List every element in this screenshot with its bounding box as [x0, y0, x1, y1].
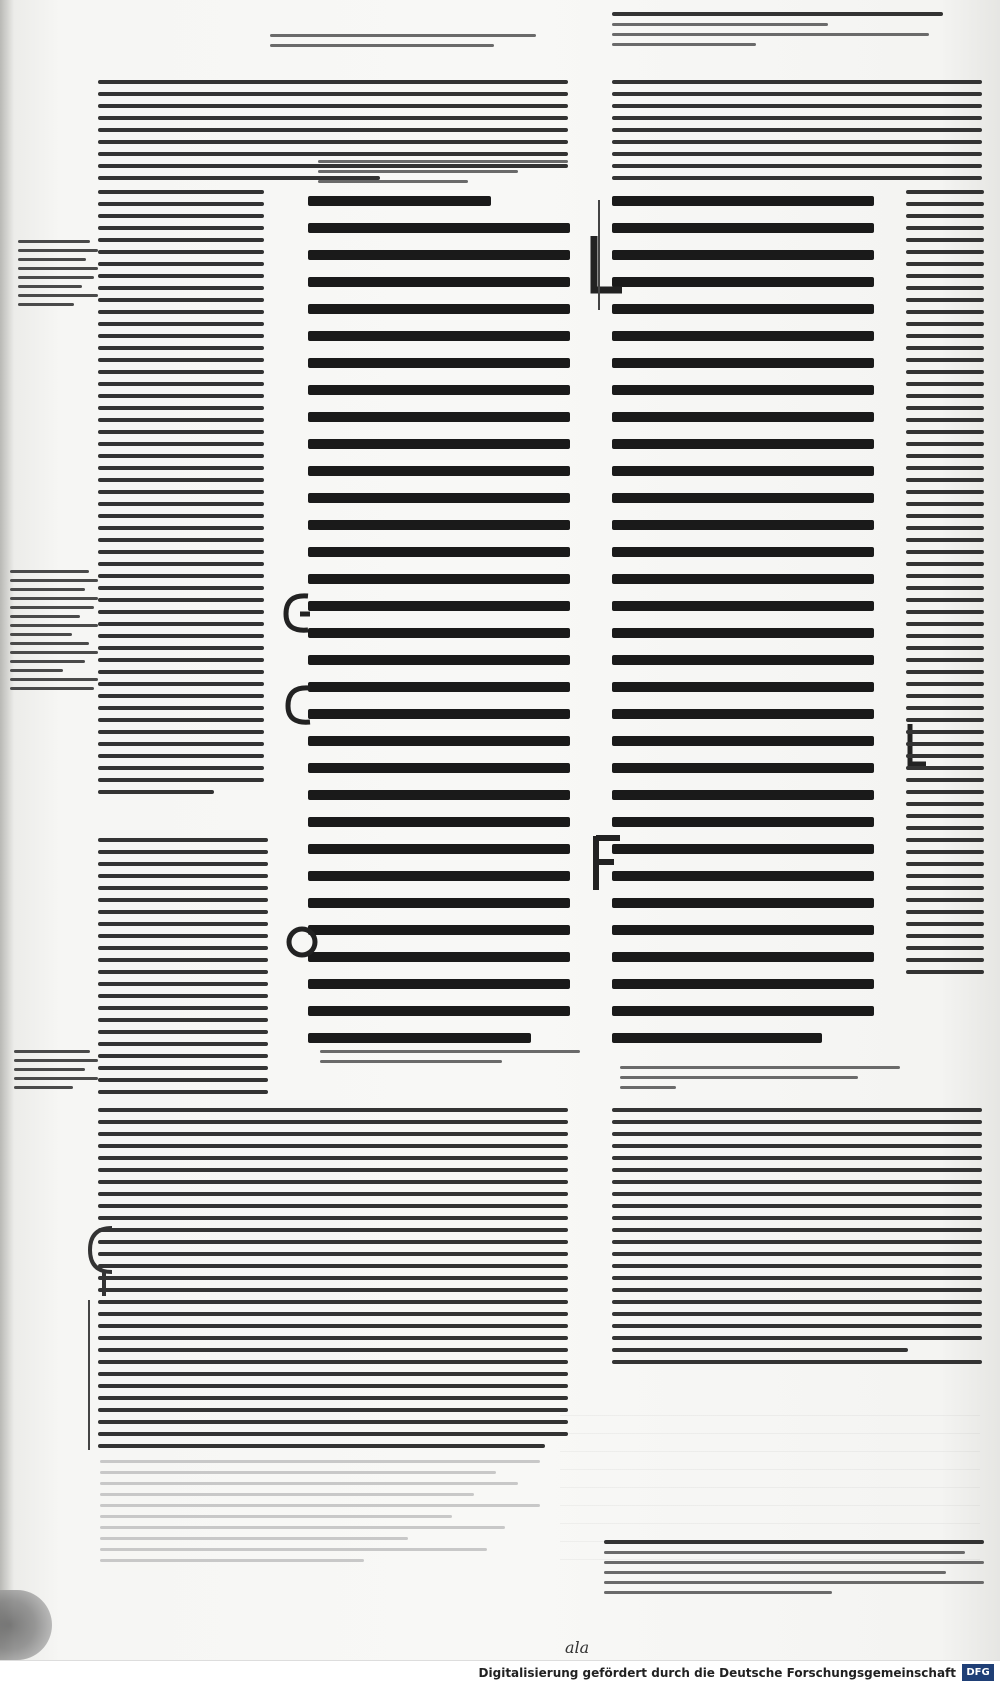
show-through-text — [100, 1460, 540, 1630]
decorated-initial-right-2 — [582, 830, 626, 894]
digitization-footer — [0, 1660, 1000, 1684]
far-left-gloss-1 — [18, 240, 98, 380]
far-left-gloss-2 — [10, 570, 98, 810]
decorated-initial-left-1 — [278, 588, 318, 638]
lower-glossa-right — [612, 1108, 982, 1370]
top-right-marginal-note — [612, 12, 972, 64]
folio-number: ala — [565, 1638, 590, 1657]
ruling-lines — [560, 1410, 980, 1560]
top-left-marginal-note — [270, 34, 550, 56]
left-glossa-lower — [98, 838, 268, 1108]
main-text-column-right — [612, 196, 874, 1056]
penwork-flourish-left — [88, 1300, 90, 1450]
main-text-column-left — [308, 196, 570, 1056]
interlinear-note-3 — [620, 1066, 900, 1092]
penwork-flourish-mid — [598, 200, 600, 310]
bottom-right-annotation — [604, 1540, 984, 1620]
funding-credit: Digitalisierung gefördert durch die Deutsche Forschungsgemeinschaft — [478, 1666, 956, 1680]
decorated-initial-left-2 — [280, 680, 320, 730]
dfg-logo-icon: DFG — [962, 1664, 994, 1681]
left-glossa-column — [98, 190, 264, 810]
decorated-initial-left-3 — [284, 920, 320, 964]
binding-gutter — [0, 0, 14, 1660]
interlinear-note-1 — [318, 160, 568, 190]
upper-glossa-right — [612, 80, 982, 192]
lower-glossa-left — [98, 1108, 568, 1456]
right-glossa-column — [906, 190, 984, 1050]
interlinear-note-2 — [320, 1050, 580, 1076]
decorated-initial-right-1 — [578, 230, 628, 300]
far-left-gloss-3 — [14, 1050, 98, 1140]
